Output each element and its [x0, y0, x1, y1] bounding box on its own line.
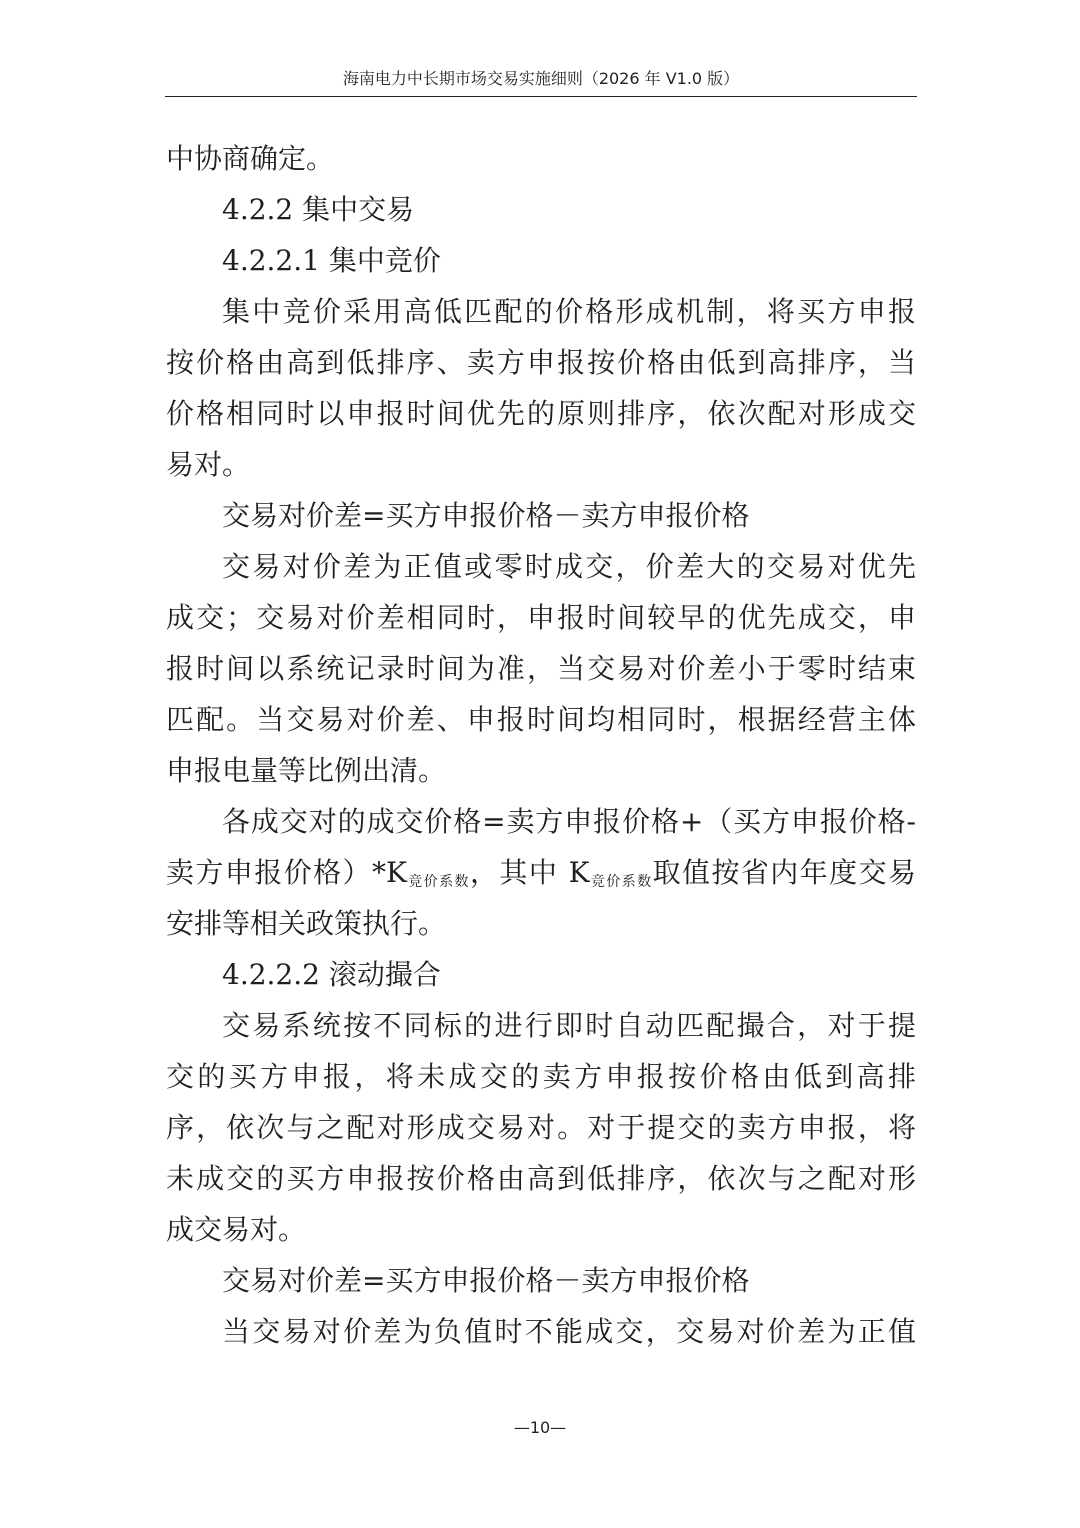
running-header: 海南电力中长期市场交易实施细则（2026 年 V1.0 版）	[165, 66, 917, 97]
section-heading-4-2-2-1: 4.2.2.1 集中竞价	[222, 244, 441, 277]
section-heading-4-2-2-2: 4.2.2.2 滚动撮合	[222, 958, 441, 991]
paragraph-line: 成交；交易对价差相同时，申报时间较早的优先成交，申	[166, 601, 916, 634]
subscript-bidding-coefficient: 竞价系数	[406, 874, 470, 890]
formula-subscript-line	[166, 847, 916, 898]
paragraph-line: 交的买方申报，将未成交的卖方申报按价格由低到高排	[166, 1060, 916, 1093]
subscript-bidding-coefficient: 竞价系数	[589, 874, 653, 890]
paragraph-line: 交易系统按不同标的进行即时自动匹配撮合，对于提	[222, 1009, 916, 1042]
formula-line: 交易对价差=买方申报价格－卖方申报价格	[222, 1264, 750, 1297]
paragraph-line: 成交易对。	[166, 1213, 307, 1246]
formula-text: ，其中 K	[469, 856, 590, 889]
paragraph-line: 申报电量等比例出清。	[166, 754, 447, 787]
formula-text: 取值按省内年度交易	[652, 856, 916, 889]
paragraph-line: 按价格由高到低排序、卖方申报按价格由低到高排序，当	[166, 346, 916, 379]
paragraph-line: 集中竞价采用高低匹配的价格形成机制，将买方申报	[222, 295, 916, 328]
paragraph-line: 易对。	[166, 448, 251, 481]
paragraph-line: 序，依次与之配对形成交易对。对于提交的卖方申报，将	[166, 1111, 916, 1144]
paragraph-line: 当交易对价差为负值时不能成交，交易对价差为正值	[222, 1315, 916, 1348]
paragraph-line: 未成交的买方申报按价格由高到低排序，依次与之配对形	[166, 1162, 916, 1195]
document-body	[166, 133, 916, 1357]
paragraph-line: 各成交对的成交价格=卖方申报价格+（买方申报价格-	[222, 805, 916, 838]
paragraph-line: 安排等相关政策执行。	[166, 907, 447, 940]
section-heading-4-2-2: 4.2.2 集中交易	[222, 193, 415, 226]
page-number: —10—	[513, 1418, 567, 1437]
paragraph-line: 报时间以系统记录时间为准，当交易对价差小于零时结束	[166, 652, 916, 685]
formula-text: 卖方申报价格）*K	[166, 856, 407, 889]
formula-line: 交易对价差=买方申报价格－卖方申报价格	[222, 499, 750, 532]
paragraph-line: 价格相同时以申报时间优先的原则排序，依次配对形成交	[166, 397, 916, 430]
paragraph-line: 中协商确定。	[166, 142, 335, 175]
paragraph-line: 匹配。当交易对价差、申报时间均相同时，根据经营主体	[166, 703, 916, 736]
paragraph-line: 交易对价差为正值或零时成交，价差大的交易对优先	[222, 550, 916, 583]
